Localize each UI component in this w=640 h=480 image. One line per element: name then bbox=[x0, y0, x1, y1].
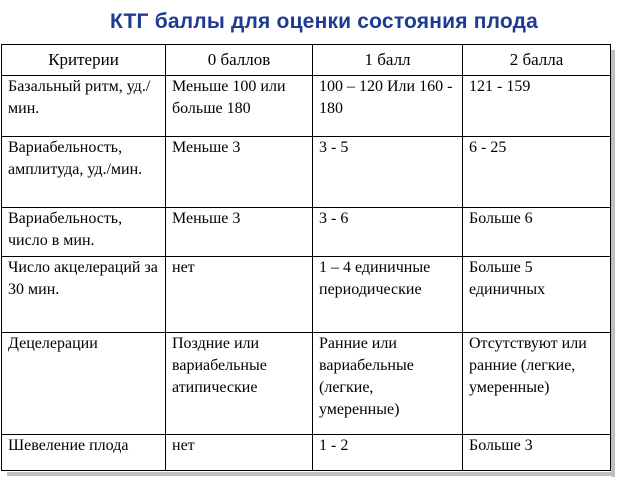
score-1-cell: 1 - 2 bbox=[313, 435, 463, 471]
criterion-cell: Шевеление плода bbox=[2, 435, 166, 471]
header-1-point: 1 балл bbox=[313, 45, 463, 76]
criterion-cell: Децелерации bbox=[2, 333, 166, 435]
header-2-points: 2 балла bbox=[463, 45, 611, 76]
score-0-cell: Поздние или вариабельные атипические bbox=[166, 333, 313, 435]
table-shadow-right bbox=[611, 50, 615, 477]
ktg-score-table bbox=[1, 44, 611, 471]
score-1-cell: 3 - 6 bbox=[313, 208, 463, 257]
criterion-cell: Вариабельность, амплитуда, уд./мин. bbox=[2, 136, 166, 208]
score-2-cell: 6 - 25 bbox=[463, 136, 611, 208]
criterion-cell: Вариабельность, число в мин. bbox=[2, 208, 166, 257]
page-title: КТГ баллы для оценки состояния плода bbox=[109, 10, 539, 33]
table-row bbox=[2, 75, 611, 136]
title-bar bbox=[0, 0, 640, 44]
table-row bbox=[2, 136, 611, 208]
score-1-cell: 100 – 120 Или 160 - 180 bbox=[313, 75, 463, 136]
score-1-cell: 1 – 4 единичные периодические bbox=[313, 257, 463, 333]
header-0-points: 0 баллов bbox=[166, 45, 313, 76]
score-0-cell: Меньше 100 или больше 180 bbox=[166, 75, 313, 136]
table-shadow-bottom bbox=[7, 472, 615, 476]
score-1-cell: 3 - 5 bbox=[313, 136, 463, 208]
score-2-cell: Отсутствуют или ранние (легкие, умеренные) bbox=[463, 333, 611, 435]
criterion-cell: Число акцелераций за 30 мин. bbox=[2, 257, 166, 333]
criterion-cell: Базальный ритм, уд./мин. bbox=[2, 75, 166, 136]
header-criteria: Критерии bbox=[2, 45, 166, 76]
table-row bbox=[2, 435, 611, 471]
score-0-cell: Меньше 3 bbox=[166, 136, 313, 208]
score-2-cell: 121 - 159 bbox=[463, 75, 611, 136]
table-row bbox=[2, 208, 611, 257]
score-0-cell: нет bbox=[166, 435, 313, 471]
table-header-row bbox=[2, 45, 611, 76]
score-2-cell: Больше 3 bbox=[463, 435, 611, 471]
score-1-cell: Ранние или вариабельные (легкие, умеренные) bbox=[313, 333, 463, 435]
score-0-cell: нет bbox=[166, 257, 313, 333]
score-2-cell: Больше 5 единичных bbox=[463, 257, 611, 333]
table-row bbox=[2, 257, 611, 333]
score-2-cell: Больше 6 bbox=[463, 208, 611, 257]
table-row bbox=[2, 333, 611, 435]
score-0-cell: Меньше 3 bbox=[166, 208, 313, 257]
